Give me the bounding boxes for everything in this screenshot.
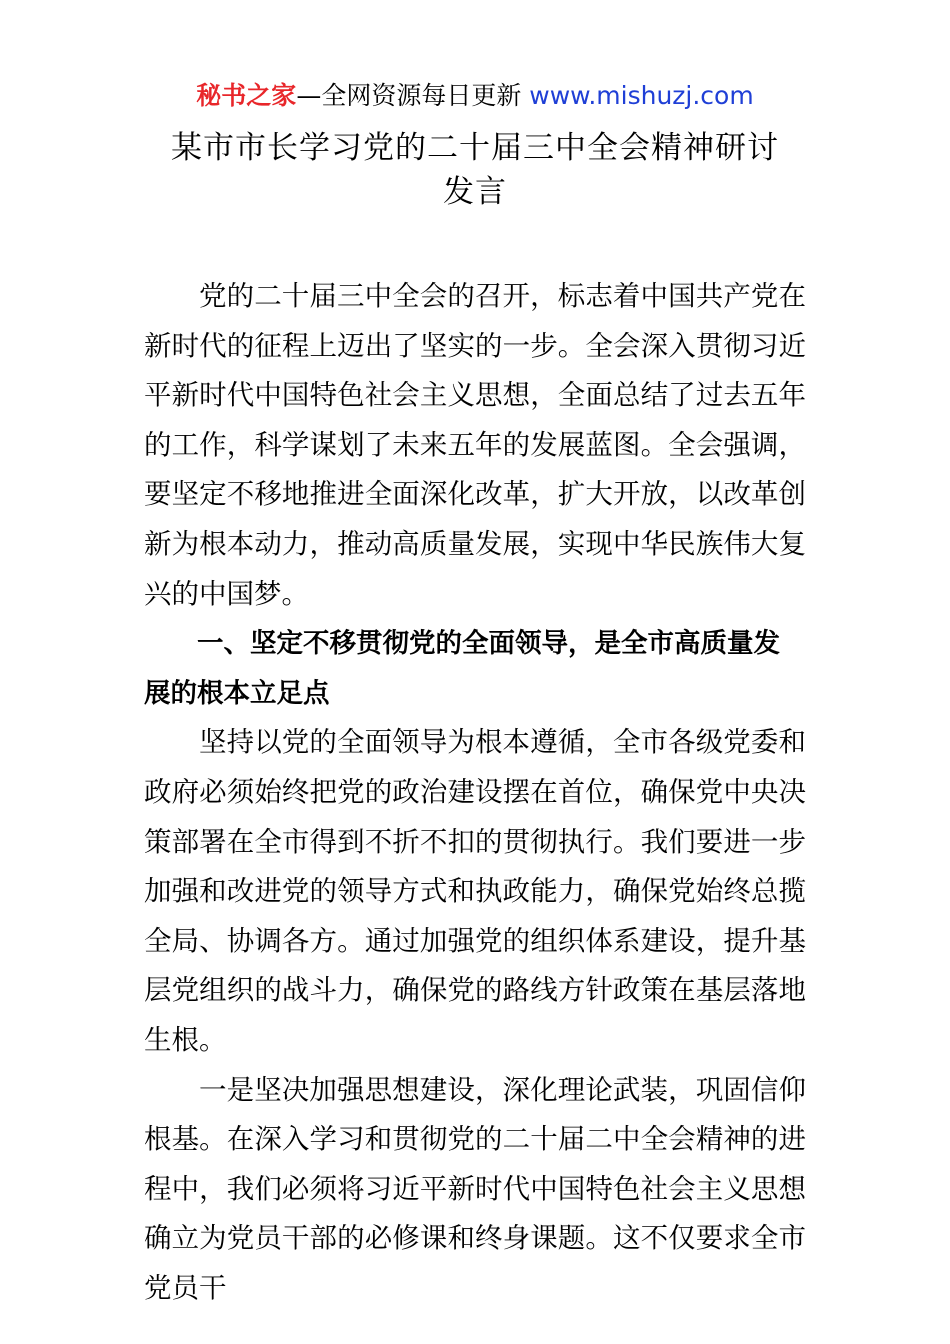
site-tagline: —全网资源每日更新 [296,81,522,110]
site-brand: 秘书之家 [196,81,297,110]
section-heading-1: 一、坚定不移贯彻党的全面领导，是全市高质量发展的根本立足点 [144,628,780,709]
document-title [150,126,800,214]
title-line-2: 发言 [443,174,507,210]
paragraph-point-1: 一是坚决加强思想建设，深化理论武装，巩固信仰根基。在深入学习和贯彻党的二十届二中全会精神的进程中，我们必须将习近平新时代中国特色社会主义思想确立为党员干部的必修课和终身课题。这不仅要求全市党员干 [144,1073,806,1304]
title-line-1: 某市市长学习党的二十届三中全会精神研讨 [171,130,779,166]
paragraph-intro: 党的二十届三中全会的召开，标志着中国共产党在新时代的征程上迈出了坚实的一步。全会深入贯彻习近平新时代中国特色社会主义思想，全面总结了过去五年的工作，科学谋划了未来五年的发展蓝图。全会强调，要坚定不移地推进全面深化改革，扩大开放，以改革创新为根本动力，推动高质量发展，实现中华民族伟大复兴的中国梦。 [144,280,806,610]
site-url-link[interactable]: www.mishuzj.com [529,81,754,110]
document-body [144,272,806,1313]
site-header [0,80,950,112]
paragraph-section-1: 坚持以党的全面领导为根本遵循，全市各级党委和政府必须始终把党的政治建设摆在首位，确保党中央决策部署在全市得到不折不扣的贯彻执行。我们要进一步加强和改进党的领导方式和执政能力，确保党始终总揽全局、协调各方。通过加强党的组织体系建设，提升基层党组织的战斗力，确保党的路线方针政策在基层落地生根。 [144,726,806,1056]
